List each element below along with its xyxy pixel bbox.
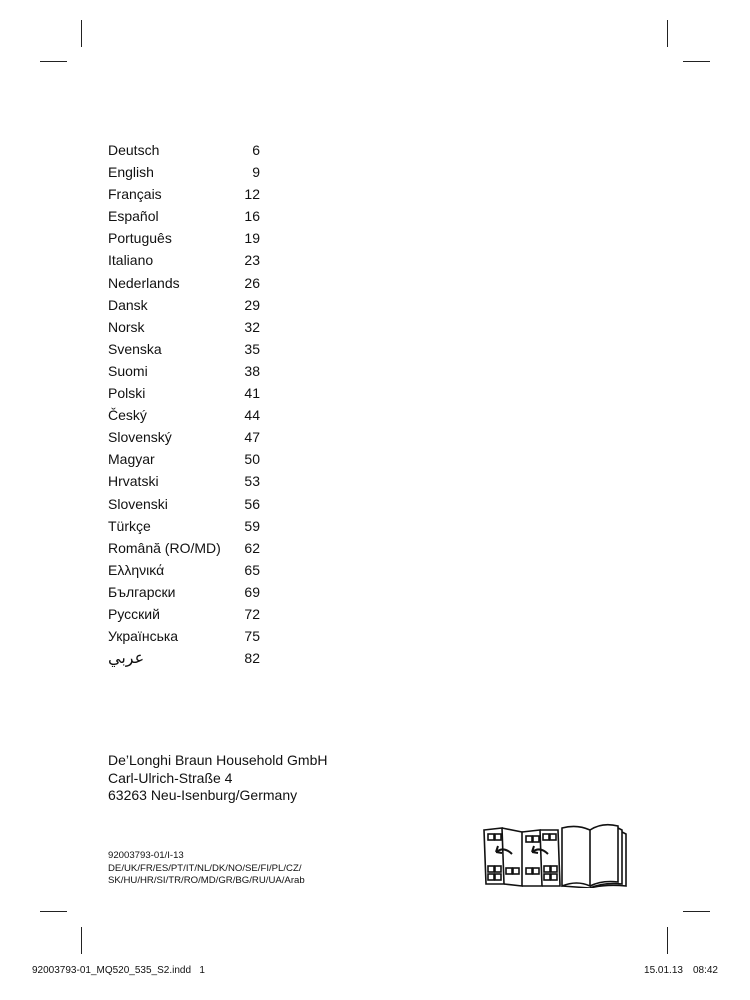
toc-row [108, 205, 260, 227]
toc-row [108, 493, 260, 515]
toc-page-number: 47 [244, 429, 260, 446]
toc-row [108, 515, 260, 537]
toc-page-number: 72 [244, 605, 260, 622]
toc-page-number: 6 [252, 142, 260, 158]
toc-page-number: 56 [244, 495, 260, 512]
print-time: 08:42 [692, 965, 718, 976]
toc-page-number: 59 [244, 517, 260, 534]
toc-page-number: 19 [244, 230, 260, 247]
toc-row [108, 249, 260, 271]
toc-page-number: 82 [244, 650, 260, 667]
toc-language: Magyar [108, 451, 155, 468]
toc-page-number: 75 [244, 628, 260, 645]
toc-row [108, 581, 260, 603]
toc-language: Français [108, 186, 162, 203]
toc-page-number: 12 [244, 186, 260, 203]
crop-mark [683, 61, 710, 62]
toc-language: English [108, 164, 154, 181]
toc-language: Dansk [108, 296, 148, 313]
company-address [108, 752, 327, 805]
toc-language: Hrvatski [108, 473, 159, 490]
toc-language: Suomi [108, 362, 148, 379]
toc-language: Svenska [108, 340, 162, 357]
toc-row [108, 559, 260, 581]
toc-row [108, 470, 260, 492]
toc-language: عربي [108, 648, 145, 668]
toc-page-number: 26 [244, 274, 260, 291]
toc-row [108, 272, 260, 294]
crop-mark [40, 61, 67, 62]
language-index [108, 139, 260, 669]
toc-language: Português [108, 230, 172, 247]
toc-language: Slovenský [108, 429, 172, 446]
toc-language: Slovenski [108, 495, 168, 512]
document-number: 92003793-01/I-13 [108, 850, 184, 861]
toc-language: Türkçe [108, 517, 151, 534]
toc-language: Ελληνικά [108, 561, 165, 578]
crop-mark [667, 927, 668, 954]
toc-language: Nederlands [108, 274, 180, 291]
toc-row [108, 537, 260, 559]
toc-page-number: 9 [252, 164, 260, 181]
toc-language: Български [108, 583, 176, 600]
toc-row [108, 183, 260, 205]
toc-page-number: 32 [244, 318, 260, 335]
crop-mark [81, 927, 82, 954]
toc-page-number: 29 [244, 296, 260, 313]
document-codes [108, 850, 305, 888]
toc-row [108, 338, 260, 360]
toc-row [108, 161, 260, 183]
toc-language: Română (RO/MD) [108, 539, 221, 556]
fold-out-booklet-icon [482, 818, 628, 888]
toc-row [108, 448, 260, 470]
file-name: 92003793-01_MQ520_535_S2.indd 1 [32, 965, 205, 976]
toc-language: Italiano [108, 252, 154, 269]
slug-line [32, 965, 718, 976]
toc-row [108, 603, 260, 625]
toc-page-number: 62 [244, 539, 260, 556]
timestamp [644, 965, 718, 976]
toc-language: Český [108, 407, 147, 424]
street-address: Carl-Ulrich-Straße 4 [108, 769, 233, 786]
toc-language: Norsk [108, 318, 145, 335]
toc-row [108, 139, 260, 161]
toc-row [108, 316, 260, 338]
toc-page-number: 16 [244, 208, 260, 225]
toc-page-number: 44 [244, 407, 260, 424]
toc-row [108, 404, 260, 426]
company-name: De’Longhi Braun Household GmbH [108, 752, 328, 768]
toc-row [108, 647, 260, 669]
crop-mark [667, 20, 668, 47]
crop-mark [40, 911, 67, 912]
toc-language: Polski [108, 385, 146, 402]
toc-row [108, 360, 260, 382]
toc-page-number: 41 [244, 385, 260, 402]
toc-page-number: 50 [244, 451, 260, 468]
toc-row [108, 625, 260, 647]
toc-page-number: 53 [244, 473, 260, 490]
toc-row [108, 426, 260, 448]
crop-mark [683, 911, 710, 912]
toc-row [108, 227, 260, 249]
toc-row [108, 294, 260, 316]
toc-language: Русский [108, 605, 160, 622]
crop-mark [81, 20, 82, 47]
toc-language: Українська [108, 628, 179, 645]
toc-page-number: 69 [244, 583, 260, 600]
city-country: 63263 Neu-Isenburg/Germany [108, 787, 298, 803]
country-codes-line: SK/HU/HR/SI/TR/RO/MD/GR/BG/RU/UA/Arab [108, 875, 305, 886]
country-codes-line: DE/UK/FR/ES/PT/IT/NL/DK/NO/SE/FI/PL/CZ/ [108, 862, 302, 874]
toc-page-number: 65 [244, 561, 260, 578]
print-date: 15.01.13 [644, 965, 683, 976]
toc-language: Español [108, 208, 159, 225]
toc-language: Deutsch [108, 142, 160, 158]
toc-row [108, 382, 260, 404]
toc-page-number: 38 [244, 362, 260, 379]
toc-page-number: 35 [244, 340, 260, 357]
toc-page-number: 23 [244, 252, 260, 269]
